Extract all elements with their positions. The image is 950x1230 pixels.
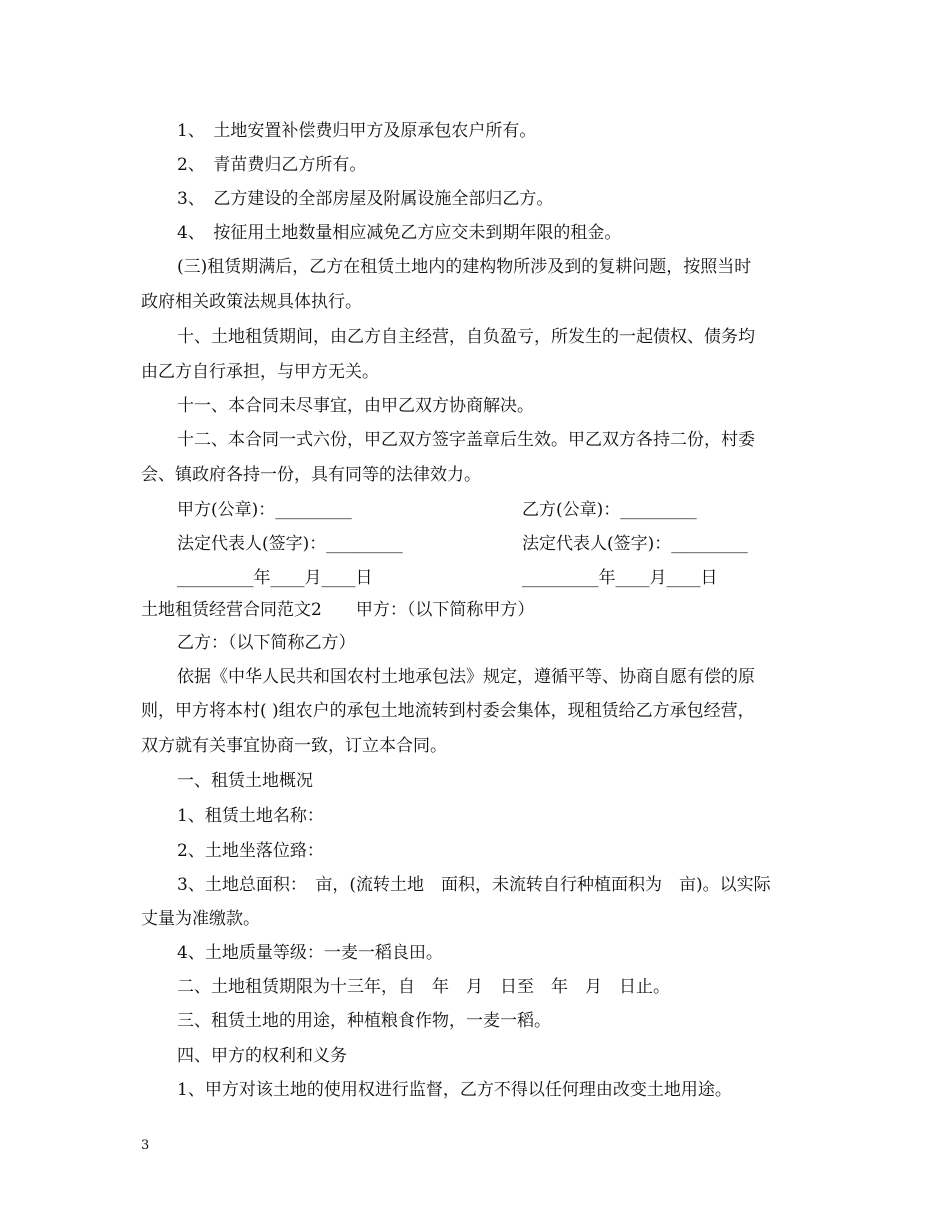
page-number: 3	[141, 1138, 150, 1153]
clause-line-3: 3、 乙方建设的全部房屋及附属设施全部归乙方。	[177, 189, 554, 209]
party-b-representative-line: 法定代表人(签字)：_________	[522, 534, 748, 554]
preamble-line-2: 则，甲方将本村( )组农户的承包土地流转到村委会集体，现租赁给乙方承包经营，	[141, 701, 755, 721]
party-a-date-line: _________年____月____日	[177, 568, 373, 588]
preamble-line-3: 双方就有关事宜协商一致，订立本合同。	[141, 736, 447, 756]
sample-title-line: 土地租赁经营合同范文2 甲方：（以下简称甲方）	[141, 600, 535, 620]
paragraph-3-line-1: (三)租赁期满后，乙方在租赁土地内的建构物所涉及到的复耕问题，按照当时	[177, 257, 752, 277]
section-1-heading: 一、租赁土地概况	[177, 771, 313, 791]
section-4-clause-1: 1、甲方对该土地的使用权进行监督，乙方不得以任何理由改变土地用途。	[177, 1080, 732, 1100]
preamble-line-1: 依据《中华人民共和国农村土地承包法》规定，遵循平等、协商自愿有偿的原	[177, 667, 755, 687]
party-a-seal-line: 甲方(公章)：_________	[177, 500, 352, 520]
clause-line-1: 1、 土地安置补偿费归甲方及原承包农户所有。	[177, 121, 537, 141]
party-b-intro-line: 乙方：（以下简称乙方）	[177, 633, 356, 653]
land-name-line: 1、租赁土地名称：	[177, 806, 324, 826]
section-3-line: 三、租赁土地的用途，种植粮食作物，一麦一稻。	[177, 1011, 551, 1031]
clause-line-4: 4、 按征用土地数量相应减免乙方应交未到期年限的租金。	[177, 223, 622, 243]
section-4-heading: 四、甲方的权利和义务	[177, 1046, 347, 1066]
section-12-line-1: 十二、本合同一式六份，甲乙双方签字盖章后生效。甲乙双方各持二份，村委	[177, 430, 755, 450]
land-quality-line: 4、土地质量等级：一麦一稻良田。	[177, 943, 443, 963]
section-10-line-2: 由乙方自行承担，与甲方无关。	[141, 362, 379, 382]
paragraph-3-line-2: 政府相关政策法规具体执行。	[141, 292, 362, 312]
land-area-line-2: 丈量为准缴款。	[141, 909, 260, 929]
section-10-line-1: 十、土地租赁期间，由乙方自主经营，自负盈亏，所发生的一起债权、债务均	[177, 327, 755, 347]
section-12-line-2: 会、镇政府各持一份，具有同等的法律效力。	[141, 465, 481, 485]
party-b-date-line: _________年____月____日	[522, 568, 718, 588]
party-b-seal-line: 乙方(公章)：_________	[522, 500, 697, 520]
section-2-line: 二、土地租赁期限为十三年，自 年 月 日至 年 月 日止。	[177, 977, 670, 997]
clause-line-2: 2、 青苗费归乙方所有。	[177, 155, 367, 175]
land-location-line: 2、土地坐落位臵：	[177, 841, 324, 861]
land-area-line-1: 3、土地总面积： 亩，(流转土地 面积，未流转自行种植面积为 亩)。以实际	[177, 875, 771, 895]
section-11-line: 十一、本合同未尽事宜，由甲乙双方协商解决。	[177, 396, 534, 416]
party-a-representative-line: 法定代表人(签字)：_________	[177, 534, 403, 554]
